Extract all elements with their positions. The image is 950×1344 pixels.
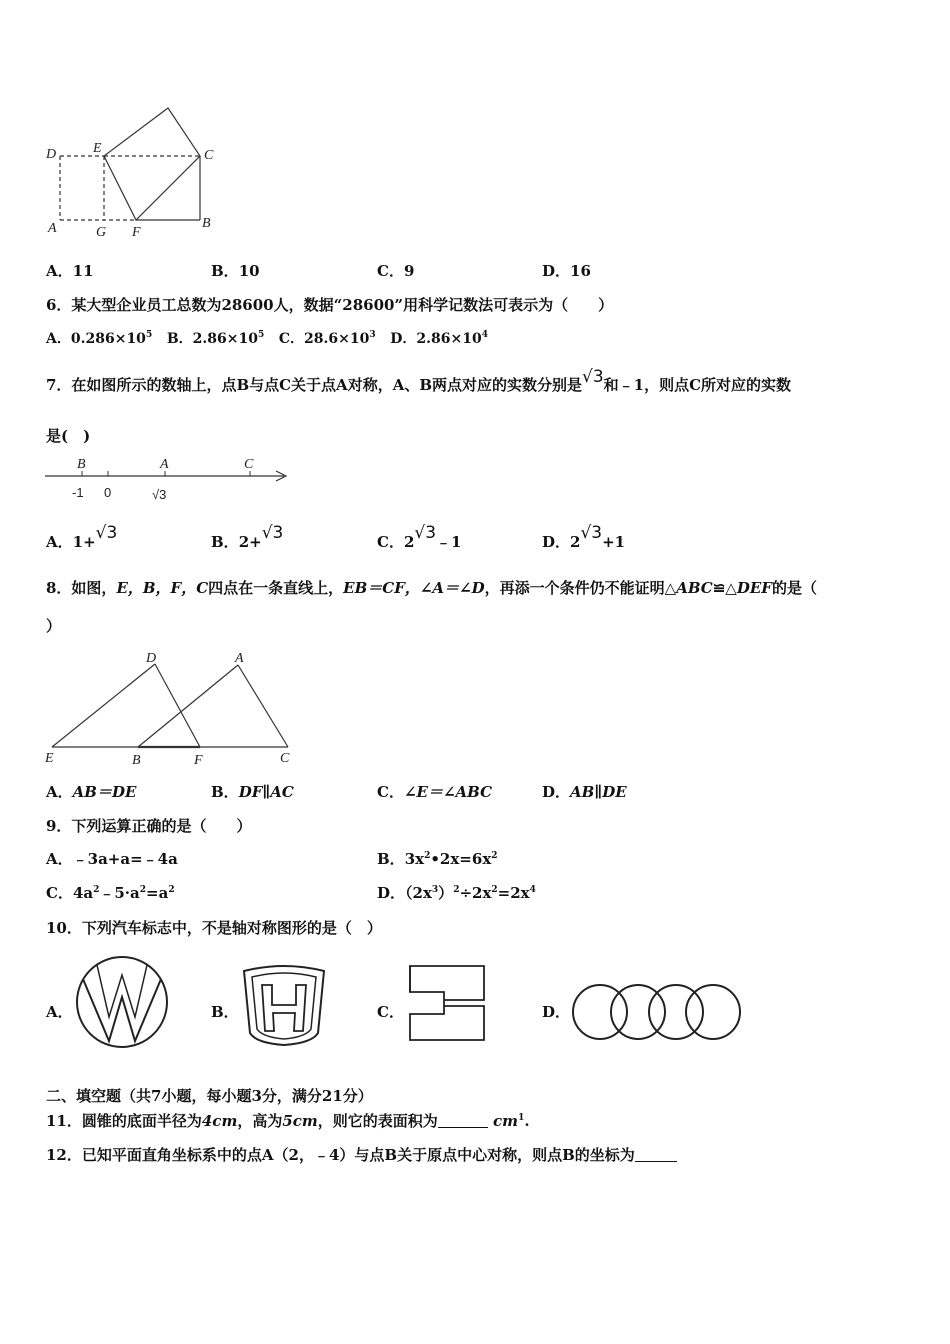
vw-logo-icon[interactable] <box>75 955 171 1051</box>
q7-option-d[interactable]: D．2√3+1 <box>542 523 626 551</box>
q12-answer-blank[interactable] <box>635 1147 677 1162</box>
nl-point-b: B <box>77 457 86 472</box>
section2-title: 二、填空题（共7小题，每小题3分，满分21分） <box>46 1087 373 1105</box>
q10-letter-d[interactable]: D． <box>542 1003 571 1021</box>
q6-option-a[interactable]: A．$0.286\times 10^5$ <box>46 330 153 347</box>
nl-tick-neg1: -1 <box>72 485 84 500</box>
q10-letter-a[interactable]: A． <box>46 1003 73 1021</box>
sqrt3: √3 <box>582 367 604 387</box>
q5-label-b: B <box>202 216 211 231</box>
audi-rings-logo-icon[interactable] <box>570 983 744 1043</box>
q5-label-c: C <box>204 148 214 163</box>
q7-option-c[interactable]: C．2√3﹣1 <box>377 523 462 551</box>
q8-triangles-figure <box>40 648 300 773</box>
q10-letter-b[interactable]: B． <box>211 1003 239 1021</box>
q11-stem: 11．圆锥的底面半径为4cm，高为5cm，则它的表面积为 $cm^1$. <box>46 1112 530 1130</box>
blocks-logo-icon[interactable] <box>408 964 490 1044</box>
q5-label-e: E <box>93 141 102 156</box>
q5-label-d: D <box>46 147 57 162</box>
q5-option-b[interactable]: B．10 <box>211 262 260 280</box>
q8-option-c[interactable]: C．∠E＝∠ABC <box>377 783 493 801</box>
q9-option-b[interactable]: B．$3x^2•2x=6x^2$ <box>377 850 498 868</box>
q8-stem-line2: ） <box>46 617 62 635</box>
q6-option-d[interactable]: D．$2.86\times 10^4$ <box>390 330 488 347</box>
q6-options <box>46 330 488 348</box>
nl-tick-0: 0 <box>104 485 112 500</box>
q5-label-a: A <box>48 221 57 236</box>
q5-option-c[interactable]: C．9 <box>377 262 415 280</box>
q8-option-d[interactable]: D．AB∥DE <box>542 783 627 801</box>
q8-label-d: D <box>146 651 157 666</box>
q9-option-c[interactable]: C．$4a^2﹣5\cdot a^2=a^2$ <box>46 884 175 902</box>
nl-point-a: A <box>160 457 169 472</box>
nl-tick-sqrt3: √3 <box>152 487 167 502</box>
q8-option-a[interactable]: A．AB＝DE <box>46 783 137 801</box>
q5-label-f: F <box>132 225 141 240</box>
q8-label-e: E <box>45 751 54 766</box>
q7-number-line <box>40 452 300 512</box>
q6-option-c[interactable]: C．$28.6\times 10^3$ <box>278 330 376 347</box>
q8-stem-line1: 8．如图，E，B，F，C四点在一条直线上，EB＝CF，∠A＝∠D，再添一个条件仍不能证明△ABC≌△DEF的是（ <box>46 579 817 597</box>
q7-option-b[interactable]: B．2+√3 <box>211 523 284 551</box>
honda-logo-icon[interactable] <box>238 963 330 1049</box>
q11-answer-blank[interactable] <box>438 1113 488 1128</box>
q6-option-b[interactable]: B．$2.86\times 10^5$ <box>166 330 265 347</box>
q8-label-a: A <box>235 651 244 666</box>
q9-stem: 9．下列运算正确的是（ ） <box>46 817 252 835</box>
q9-option-a[interactable]: A．﹣3a+a=﹣4a <box>46 850 178 868</box>
q8-label-b: B <box>132 753 141 768</box>
q8-option-b[interactable]: B．DF∥AC <box>211 783 294 801</box>
q5-option-a[interactable]: A．11 <box>46 262 94 280</box>
q9-option-d[interactable]: D．$(2x^3)^2\div 2x^2=2x^4$ <box>377 884 536 902</box>
q7-stem-line1: 7．在如图所示的数轴上，点B与点C关于点A对称，A、B两点对应的实数分别是√3和﹣1，则点C所对应的实数 <box>46 367 792 394</box>
q10-letter-c[interactable]: C． <box>377 1003 404 1021</box>
q8-label-c: C <box>280 751 290 766</box>
q7-stem-line2: 是( ) <box>46 427 91 445</box>
q12-stem: 12．已知平面直角坐标系中的点A（2，﹣4）与点B关于原点中心对称，则点B的坐标为 <box>46 1146 677 1164</box>
q10-stem: 10．下列汽车标志中，不是轴对称图形的是（ ） <box>46 919 382 937</box>
q5-option-d[interactable]: D．16 <box>542 262 591 280</box>
q7-option-a[interactable]: A．1+√3 <box>46 523 118 551</box>
q5-label-g: G <box>96 225 107 240</box>
nl-point-c: C <box>244 457 254 472</box>
q5-geometry-figure <box>40 100 230 245</box>
q8-label-f: F <box>194 753 203 768</box>
q6-stem: 6．某大型企业员工总数为28600人，数据“28600”用科学记数法可表示为（ ） <box>46 296 614 314</box>
